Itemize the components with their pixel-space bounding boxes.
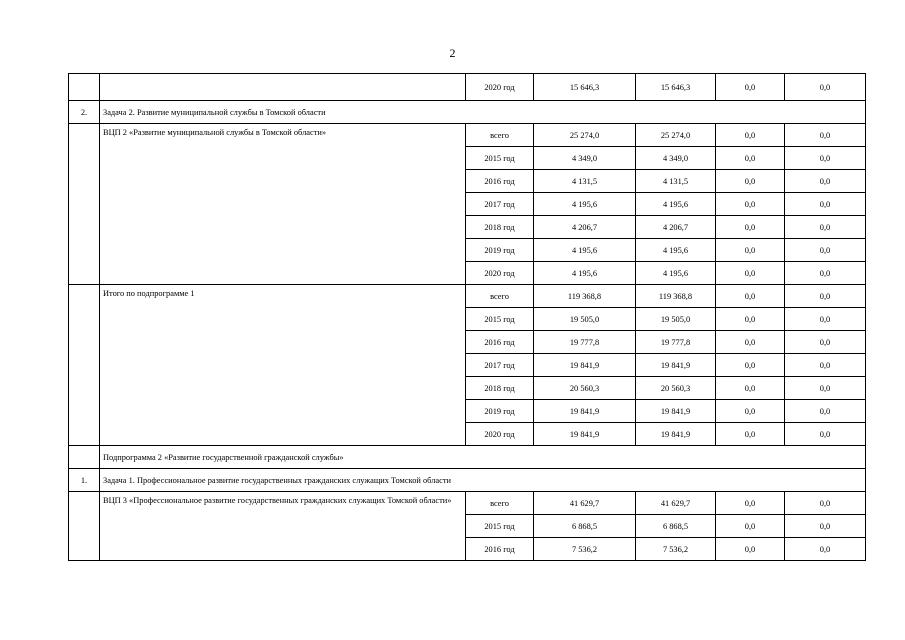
regional-budget-cell: 4 195,6 [636, 239, 716, 262]
other-sources-cell: 0,0 [785, 124, 866, 147]
table-row [69, 285, 866, 308]
total-cell: 119 368,8 [534, 285, 636, 308]
regional-budget-cell: 19 841,9 [636, 354, 716, 377]
other-sources-cell: 0,0 [785, 400, 866, 423]
regional-budget-cell: 7 536,2 [636, 538, 716, 561]
row-number-cell [69, 124, 100, 285]
other-sources-cell: 0,0 [785, 515, 866, 538]
total-cell: 4 206,7 [534, 216, 636, 239]
period-cell: 2016 год [466, 538, 534, 561]
regional-budget-cell: 19 505,0 [636, 308, 716, 331]
regional-budget-cell: 4 131,5 [636, 170, 716, 193]
other-sources-cell: 0,0 [785, 492, 866, 515]
section-row [69, 446, 866, 469]
total-cell: 4 195,6 [534, 239, 636, 262]
federal-budget-cell: 0,0 [716, 331, 785, 354]
total-cell: 4 195,6 [534, 193, 636, 216]
regional-budget-cell: 15 646,3 [636, 74, 716, 101]
total-cell: 19 505,0 [534, 308, 636, 331]
period-cell: 2019 год [466, 400, 534, 423]
row-number-cell: 1. [69, 469, 100, 492]
total-cell: 19 841,9 [534, 400, 636, 423]
total-cell: 4 131,5 [534, 170, 636, 193]
other-sources-cell: 0,0 [785, 239, 866, 262]
federal-budget-cell: 0,0 [716, 308, 785, 331]
federal-budget-cell: 0,0 [716, 262, 785, 285]
regional-budget-cell: 41 629,7 [636, 492, 716, 515]
federal-budget-cell: 0,0 [716, 285, 785, 308]
other-sources-cell: 0,0 [785, 170, 866, 193]
federal-budget-cell: 0,0 [716, 216, 785, 239]
period-cell: 2020 год [466, 74, 534, 101]
item-name-cell [100, 74, 466, 101]
period-cell: 2020 год [466, 423, 534, 446]
total-cell: 19 777,8 [534, 331, 636, 354]
period-cell: 2017 год [466, 193, 534, 216]
other-sources-cell: 0,0 [785, 147, 866, 170]
period-cell: 2017 год [466, 354, 534, 377]
section-row [69, 101, 866, 124]
item-name-cell: ВЦП 3 «Профессиональное развитие государственных гражданских служащих Томской области» [100, 492, 466, 561]
table-row [69, 74, 866, 101]
period-cell: 2018 год [466, 216, 534, 239]
regional-budget-cell: 4 349,0 [636, 147, 716, 170]
federal-budget-cell: 0,0 [716, 423, 785, 446]
section-title-cell: Задача 1. Профессиональное развитие государственных гражданских служащих Томской области [100, 469, 866, 492]
period-cell: 2015 год [466, 147, 534, 170]
regional-budget-cell: 4 195,6 [636, 193, 716, 216]
table-row [69, 124, 866, 147]
period-cell: 2015 год [466, 515, 534, 538]
total-cell: 6 868,5 [534, 515, 636, 538]
federal-budget-cell: 0,0 [716, 124, 785, 147]
section-title-cell: Подпрограмма 2 «Развитие государственной гражданской службы» [100, 446, 866, 469]
other-sources-cell: 0,0 [785, 74, 866, 101]
total-cell: 20 560,3 [534, 377, 636, 400]
budget-table-body [69, 74, 866, 561]
other-sources-cell: 0,0 [785, 216, 866, 239]
federal-budget-cell: 0,0 [716, 193, 785, 216]
period-cell: всего [466, 285, 534, 308]
row-number-cell: 2. [69, 101, 100, 124]
federal-budget-cell: 0,0 [716, 74, 785, 101]
period-cell: 2015 год [466, 308, 534, 331]
period-cell: 2020 год [466, 262, 534, 285]
regional-budget-cell: 25 274,0 [636, 124, 716, 147]
row-number-cell [69, 446, 100, 469]
period-cell: 2019 год [466, 239, 534, 262]
regional-budget-cell: 19 841,9 [636, 400, 716, 423]
section-row [69, 469, 866, 492]
other-sources-cell: 0,0 [785, 308, 866, 331]
total-cell: 4 349,0 [534, 147, 636, 170]
period-cell: 2016 год [466, 331, 534, 354]
regional-budget-cell: 119 368,8 [636, 285, 716, 308]
other-sources-cell: 0,0 [785, 193, 866, 216]
total-cell: 19 841,9 [534, 354, 636, 377]
period-cell: всего [466, 124, 534, 147]
regional-budget-cell: 4 206,7 [636, 216, 716, 239]
federal-budget-cell: 0,0 [716, 147, 785, 170]
period-cell: 2016 год [466, 170, 534, 193]
budget-table [68, 73, 866, 561]
total-cell: 25 274,0 [534, 124, 636, 147]
total-cell: 7 536,2 [534, 538, 636, 561]
other-sources-cell: 0,0 [785, 285, 866, 308]
regional-budget-cell: 19 777,8 [636, 331, 716, 354]
page-number: 2 [449, 46, 456, 60]
federal-budget-cell: 0,0 [716, 354, 785, 377]
period-cell: 2018 год [466, 377, 534, 400]
federal-budget-cell: 0,0 [716, 515, 785, 538]
federal-budget-cell: 0,0 [716, 239, 785, 262]
federal-budget-cell: 0,0 [716, 377, 785, 400]
total-cell: 19 841,9 [534, 423, 636, 446]
row-number-cell [69, 74, 100, 101]
regional-budget-cell: 20 560,3 [636, 377, 716, 400]
section-title-cell: Задача 2. Развитие муниципальной службы в Томской области [100, 101, 866, 124]
item-name-cell: Итого по подпрограмме 1 [100, 285, 466, 446]
row-number-cell [69, 492, 100, 561]
regional-budget-cell: 4 195,6 [636, 262, 716, 285]
other-sources-cell: 0,0 [785, 262, 866, 285]
table-row [69, 492, 866, 515]
regional-budget-cell: 19 841,9 [636, 423, 716, 446]
other-sources-cell: 0,0 [785, 538, 866, 561]
period-cell: всего [466, 492, 534, 515]
federal-budget-cell: 0,0 [716, 538, 785, 561]
item-name-cell: ВЦП 2 «Развитие муниципальной службы в Томской области» [100, 124, 466, 285]
total-cell: 41 629,7 [534, 492, 636, 515]
other-sources-cell: 0,0 [785, 331, 866, 354]
federal-budget-cell: 0,0 [716, 170, 785, 193]
other-sources-cell: 0,0 [785, 423, 866, 446]
federal-budget-cell: 0,0 [716, 400, 785, 423]
regional-budget-cell: 6 868,5 [636, 515, 716, 538]
federal-budget-cell: 0,0 [716, 492, 785, 515]
other-sources-cell: 0,0 [785, 377, 866, 400]
total-cell: 4 195,6 [534, 262, 636, 285]
row-number-cell [69, 285, 100, 446]
total-cell: 15 646,3 [534, 74, 636, 101]
other-sources-cell: 0,0 [785, 354, 866, 377]
